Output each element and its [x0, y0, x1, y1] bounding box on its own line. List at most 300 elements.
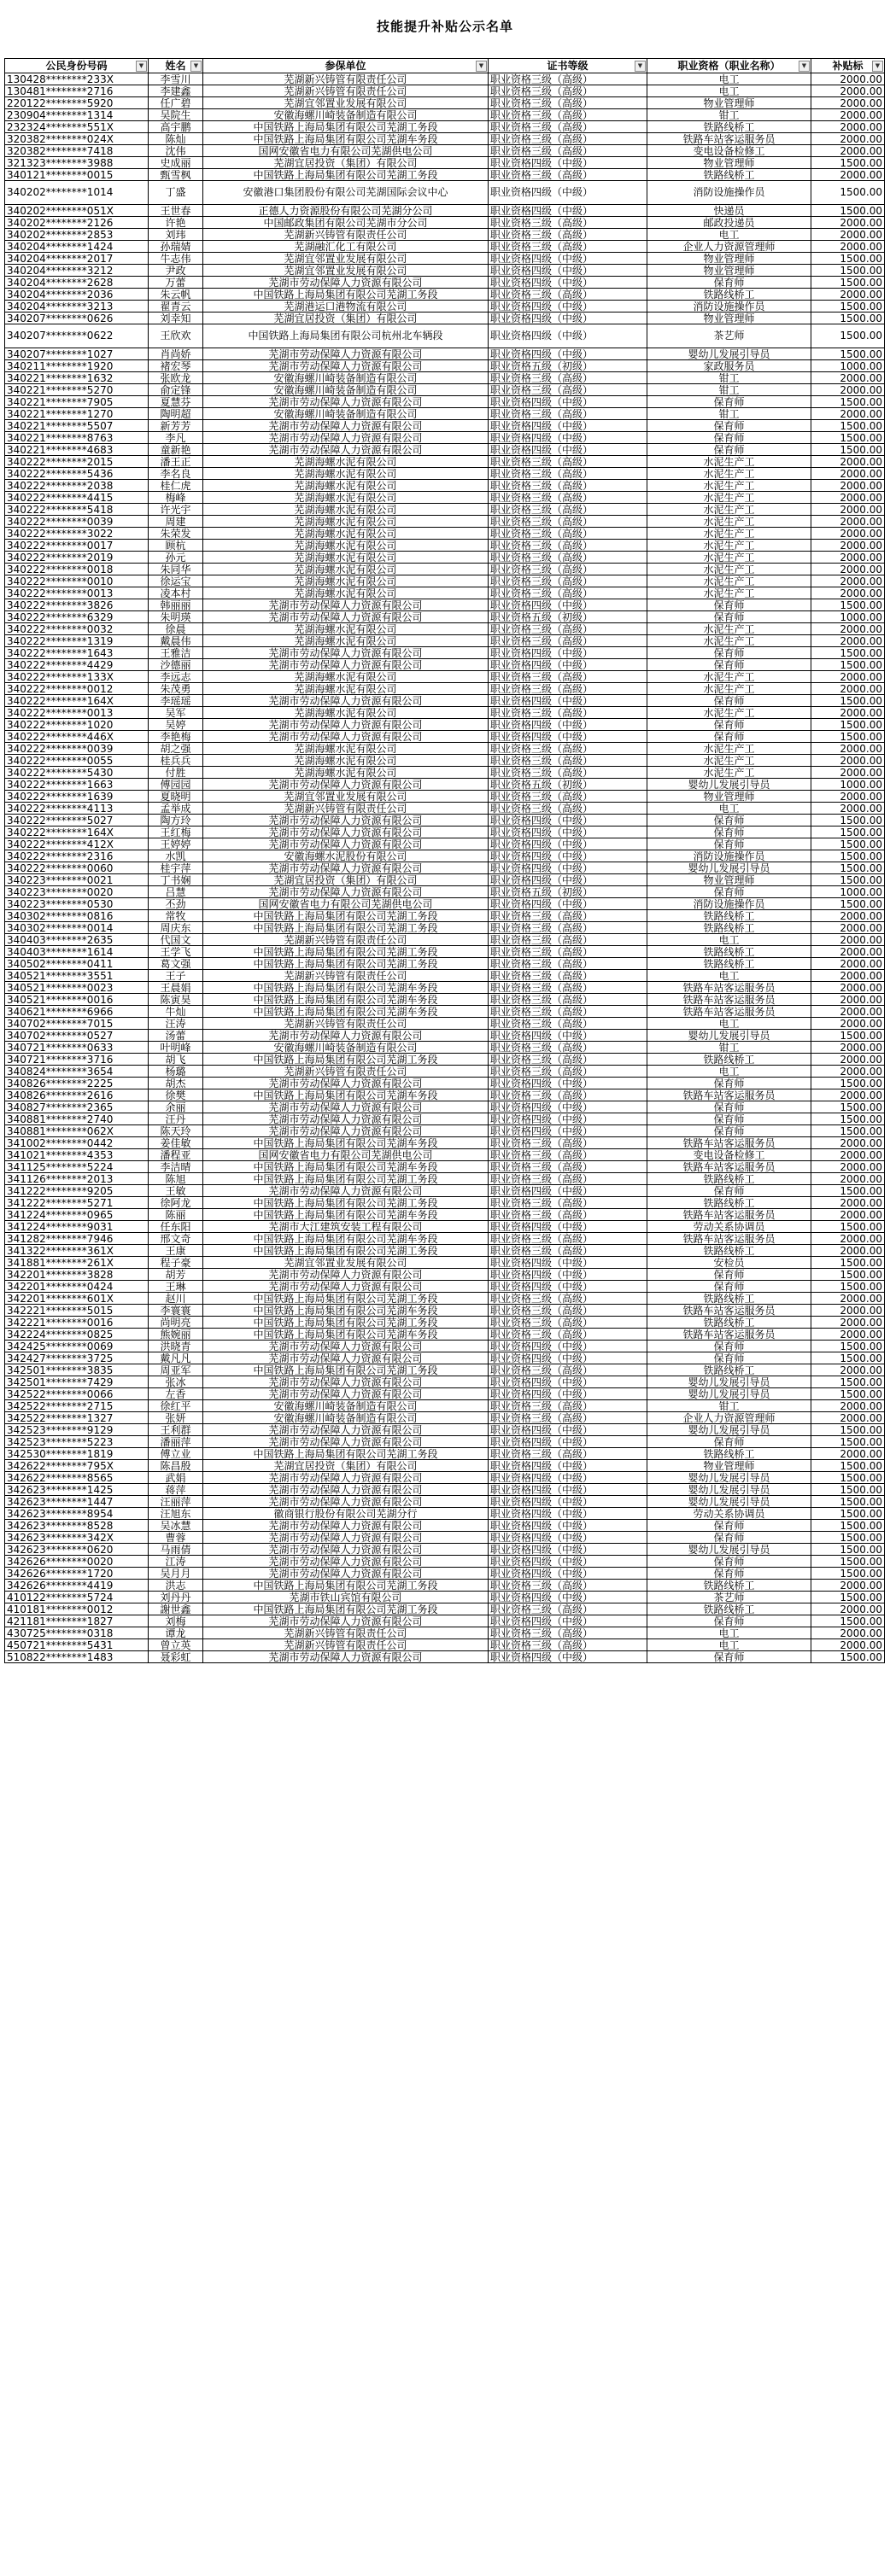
cell-subsidy: 1500.00: [811, 1520, 885, 1532]
cell-name: 陈旭: [149, 1173, 203, 1185]
table-row: [5, 1520, 885, 1532]
table-row: [5, 958, 885, 970]
cell-name: 戴凡凡: [149, 1352, 203, 1364]
table-row: [5, 1149, 885, 1161]
cell-employer: 芜湖市劳动保障人力资源有限公司: [203, 1568, 489, 1580]
table-row: [5, 1400, 885, 1412]
table-row: [5, 1281, 885, 1293]
cell-name: 尹政: [149, 265, 203, 277]
cell-cert-level: 职业资格三级（高级）: [489, 970, 647, 982]
cell-occupation: 保育师: [647, 815, 811, 827]
cell-id-number: 342623********1447: [5, 1496, 149, 1508]
table-row: [5, 540, 885, 552]
cell-subsidy: 2000.00: [811, 922, 885, 934]
cell-occupation: 保育师: [647, 659, 811, 671]
cell-subsidy: 1500.00: [811, 1592, 885, 1603]
cell-employer: 中国铁路上海局集团有限公司芜湖工务段: [203, 1173, 489, 1185]
cell-id-number: 340403********2635: [5, 934, 149, 946]
cell-employer: 芜湖海螺水泥有限公司: [203, 743, 489, 755]
cell-employer: 中国铁路上海局集团有限公司芜湖车务段: [203, 982, 489, 994]
cell-id-number: 340521********0016: [5, 994, 149, 1006]
table-row: [5, 1137, 885, 1149]
cell-id-number: 340621********6966: [5, 1006, 149, 1018]
cell-id-number: 232324********551X: [5, 121, 149, 133]
cell-name: 夏晓明: [149, 791, 203, 803]
table-row: [5, 480, 885, 492]
cell-name: 李凡: [149, 432, 203, 444]
cell-employer: 芜湖海螺水泥有限公司: [203, 623, 489, 635]
table-row: [5, 874, 885, 886]
cell-subsidy: 1500.00: [811, 874, 885, 886]
table-row: [5, 934, 885, 946]
table-row: [5, 253, 885, 265]
cell-occupation: 水泥生产工: [647, 504, 811, 516]
cell-subsidy: 2000.00: [811, 1364, 885, 1376]
cell-subsidy: 1500.00: [811, 731, 885, 743]
cell-employer: 徽商银行股份有限公司芜湖分行: [203, 1508, 489, 1520]
cell-id-number: 340202********051X: [5, 205, 149, 217]
cell-id-number: 342501********3835: [5, 1364, 149, 1376]
cell-employer: 芜湖海螺水泥有限公司: [203, 504, 489, 516]
cell-employer: 芜湖市劳动保障人力资源有限公司: [203, 862, 489, 874]
cell-name: 许艳: [149, 217, 203, 229]
cell-employer: 芜湖新兴铸管有限责任公司: [203, 1627, 489, 1639]
cell-id-number: 340403********1614: [5, 946, 149, 958]
cell-id-number: 340521********0023: [5, 982, 149, 994]
cell-cert-level: 职业资格四级（中级）: [489, 1508, 647, 1520]
cell-occupation: 保育师: [647, 599, 811, 611]
cell-occupation: 婴幼儿发展引导员: [647, 1472, 811, 1484]
cell-occupation: 保育师: [647, 1532, 811, 1544]
table-row: [5, 1484, 885, 1496]
cell-cert-level: 职业资格三级（高级）: [489, 575, 647, 587]
col-header-job[interactable]: 职业资格（职业名称） ▼: [647, 59, 811, 73]
cell-subsidy: 1000.00: [811, 360, 885, 372]
cell-cert-level: 职业资格四级（中级）: [489, 1257, 647, 1269]
table-row: [5, 97, 885, 109]
cell-cert-level: 职业资格四级（中级）: [489, 1424, 647, 1436]
cell-occupation: 消防设施操作员: [647, 898, 811, 910]
cell-id-number: 340222********0012: [5, 683, 149, 695]
cell-id-number: 340222********0060: [5, 862, 149, 874]
table-row: [5, 420, 885, 432]
cell-cert-level: 职业资格四级（中级）: [489, 1615, 647, 1627]
table-row: [5, 121, 885, 133]
cell-name: 陈丽: [149, 1209, 203, 1221]
cell-subsidy: 2000.00: [811, 1066, 885, 1078]
cell-subsidy: 2000.00: [811, 635, 885, 647]
table-row: [5, 731, 885, 743]
cell-occupation: 铁路车站客运服务员: [647, 1233, 811, 1245]
cell-cert-level: 职业资格四级（中级）: [489, 1532, 647, 1544]
cell-occupation: 婴幼儿发展引导员: [647, 1030, 811, 1042]
cell-name: 胡芳: [149, 1269, 203, 1281]
cell-employer: 芜湖市劳动保障人力资源有限公司: [203, 1269, 489, 1281]
cell-cert-level: 职业资格三级（高级）: [489, 408, 647, 420]
cell-subsidy: 2000.00: [811, 1412, 885, 1424]
cell-id-number: 340222********0039: [5, 743, 149, 755]
table-row: [5, 1341, 885, 1352]
col-header-cert[interactable]: 证书等级 ▼: [489, 59, 647, 73]
cell-subsidy: 2000.00: [811, 946, 885, 958]
cell-employer: 芜湖海螺水泥有限公司: [203, 552, 489, 564]
cell-cert-level: 职业资格三级（高级）: [489, 456, 647, 468]
cell-subsidy: 2000.00: [811, 1293, 885, 1305]
cell-subsidy: 1500.00: [811, 1556, 885, 1568]
cell-occupation: 铁路线桥工: [647, 1054, 811, 1066]
cell-employer: 芜湖市劳动保障人力资源有限公司: [203, 420, 489, 432]
filter-dropdown-icon[interactable]: ▼: [136, 61, 147, 72]
table-row: [5, 1054, 885, 1066]
col-header-unit[interactable]: 参保单位 ▼: [203, 59, 489, 73]
cell-cert-level: 职业资格三级（高级）: [489, 73, 647, 85]
cell-employer: 芜湖市劳动保障人力资源有限公司: [203, 599, 489, 611]
cell-id-number: 340826********2616: [5, 1089, 149, 1101]
cell-occupation: 保育师: [647, 1269, 811, 1281]
cell-cert-level: 职业资格四级（中级）: [489, 1281, 647, 1293]
cell-occupation: 电工: [647, 73, 811, 85]
cell-subsidy: 1500.00: [811, 301, 885, 313]
cell-employer: 芜湖海螺水泥有限公司: [203, 516, 489, 528]
table-row: [5, 1269, 885, 1281]
cell-subsidy: 1500.00: [811, 1436, 885, 1448]
cell-name: 万蕾: [149, 277, 203, 289]
table-row: [5, 468, 885, 480]
cell-subsidy: 1000.00: [811, 886, 885, 898]
cell-cert-level: 职业资格四级（中级）: [489, 1376, 647, 1388]
cell-occupation: 保育师: [647, 827, 811, 838]
table-row: [5, 1257, 885, 1269]
cell-employer: 中国铁路上海局集团有限公司芜湖工务段: [203, 1054, 489, 1066]
cell-name: 曾立英: [149, 1639, 203, 1651]
cell-occupation: 婴幼儿发展引导员: [647, 1376, 811, 1388]
cell-subsidy: 2000.00: [811, 671, 885, 683]
header-row: [5, 59, 885, 73]
cell-employer: 中国铁路上海局集团有限公司芜湖车务段: [203, 1006, 489, 1018]
cell-cert-level: 职业资格四级（中级）: [489, 1460, 647, 1472]
cell-occupation: 水泥生产工: [647, 671, 811, 683]
cell-employer: 中国铁路上海局集团有限公司芜湖工务段: [203, 1317, 489, 1329]
cell-subsidy: 2000.00: [811, 1054, 885, 1066]
cell-name: 吴军: [149, 707, 203, 719]
cell-subsidy: 1000.00: [811, 779, 885, 791]
cell-id-number: 340207********0622: [5, 324, 149, 348]
cell-cert-level: 职业资格四级（中级）: [489, 719, 647, 731]
cell-subsidy: 2000.00: [811, 587, 885, 599]
cell-occupation: 水泥生产工: [647, 767, 811, 779]
cell-cert-level: 职业资格四级（中级）: [489, 1496, 647, 1508]
cell-occupation: 铁路线桥工: [647, 1603, 811, 1615]
cell-name: 刘幸知: [149, 313, 203, 324]
cell-employer: 芜湖宜邻置业发展有限公司: [203, 791, 489, 803]
cell-cert-level: 职业资格三级（高级）: [489, 1400, 647, 1412]
cell-name: 夏慧芬: [149, 396, 203, 408]
cell-employer: 芜湖宜居投资（集团）有限公司: [203, 874, 489, 886]
cell-cert-level: 职业资格三级（高级）: [489, 1197, 647, 1209]
table-row: [5, 1424, 885, 1436]
cell-id-number: 342623********8954: [5, 1508, 149, 1520]
col-header-name[interactable]: 姓名 ▼: [149, 59, 203, 73]
cell-name: 李寰寰: [149, 1305, 203, 1317]
cell-subsidy: 1500.00: [811, 599, 885, 611]
cell-id-number: 340222********0013: [5, 707, 149, 719]
cell-name: 丁书娴: [149, 874, 203, 886]
cell-cert-level: 职业资格三级（高级）: [489, 1042, 647, 1054]
cell-employer: 芜湖新兴铸管有限责任公司: [203, 229, 489, 241]
table-row: [5, 611, 885, 623]
cell-occupation: 婴幼儿发展引导员: [647, 1388, 811, 1400]
cell-name: 李艳梅: [149, 731, 203, 743]
cell-cert-level: 职业资格三级（高级）: [489, 1006, 647, 1018]
filter-dropdown-icon[interactable]: ▼: [476, 61, 487, 72]
cell-employer: 中国铁路上海局集团有限公司芜湖车务段: [203, 1089, 489, 1101]
table-row: [5, 564, 885, 575]
cell-subsidy: 2000.00: [811, 1639, 885, 1651]
cell-occupation: 保育师: [647, 432, 811, 444]
cell-name: 朱茂勇: [149, 683, 203, 695]
filter-dropdown-icon[interactable]: ▼: [799, 61, 810, 72]
cell-employer: 安徽海螺水泥股份有限公司: [203, 850, 489, 862]
col-header-amount[interactable]: 补贴标 ▼: [811, 59, 885, 73]
cell-occupation: 变电设备检修工: [647, 1149, 811, 1161]
cell-occupation: 消防设施操作员: [647, 301, 811, 313]
cell-subsidy: 1500.00: [811, 324, 885, 348]
table-row: [5, 755, 885, 767]
cell-cert-level: 职业资格四级（中级）: [489, 1113, 647, 1125]
cell-subsidy: 2000.00: [811, 73, 885, 85]
cell-subsidy: 1500.00: [811, 1460, 885, 1472]
cell-employer: 芜湖海螺水泥有限公司: [203, 480, 489, 492]
cell-subsidy: 1500.00: [811, 1269, 885, 1281]
cell-cert-level: 职业资格三级（高级）: [489, 528, 647, 540]
cell-name: 沈伟: [149, 145, 203, 157]
table-row: [5, 647, 885, 659]
cell-cert-level: 职业资格三级（高级）: [489, 922, 647, 934]
cell-employer: 芜湖海螺水泥有限公司: [203, 635, 489, 647]
cell-subsidy: 2000.00: [811, 994, 885, 1006]
table-row: [5, 1101, 885, 1113]
cell-cert-level: 职业资格四级（中级）: [489, 827, 647, 838]
cell-occupation: 水泥生产工: [647, 575, 811, 587]
cell-occupation: 水泥生产工: [647, 540, 811, 552]
cell-employer: 芜湖市劳动保障人力资源有限公司: [203, 815, 489, 827]
cell-employer: 芜湖融汇化工有限公司: [203, 241, 489, 253]
cell-subsidy: 1500.00: [811, 647, 885, 659]
cell-employer: 芜湖海螺水泥有限公司: [203, 456, 489, 468]
table-row: [5, 683, 885, 695]
cell-cert-level: 职业资格三级（高级）: [489, 1089, 647, 1101]
cell-name: 汪丹: [149, 1113, 203, 1125]
cell-cert-level: 职业资格四级（中级）: [489, 1352, 647, 1364]
cell-cert-level: 职业资格三级（高级）: [489, 910, 647, 922]
filter-dropdown-icon[interactable]: ▼: [872, 61, 883, 72]
cell-subsidy: 2000.00: [811, 1137, 885, 1149]
cell-name: 桂宇萍: [149, 862, 203, 874]
filter-dropdown-icon[interactable]: ▼: [635, 61, 646, 72]
cell-id-number: 340222********2316: [5, 850, 149, 862]
cell-id-number: 340222********0055: [5, 755, 149, 767]
table-row: [5, 1532, 885, 1544]
cell-cert-level: 职业资格四级（中级）: [489, 599, 647, 611]
cell-id-number: 410181********0012: [5, 1603, 149, 1615]
cell-name: 童新艳: [149, 444, 203, 456]
table-row: [5, 444, 885, 456]
cell-occupation: 钳工: [647, 1400, 811, 1412]
cell-cert-level: 职业资格三级（高级）: [489, 1448, 647, 1460]
cell-occupation: 铁路线桥工: [647, 121, 811, 133]
table-row: [5, 1329, 885, 1341]
cell-employer: 中国铁路上海局集团有限公司芜湖车务段: [203, 994, 489, 1006]
cell-employer: 芜湖市劳动保障人力资源有限公司: [203, 277, 489, 289]
cell-name: 陈天玲: [149, 1125, 203, 1137]
cell-employer: 芜湖海螺水泥有限公司: [203, 671, 489, 683]
table-row: [5, 372, 885, 384]
table-row: [5, 623, 885, 635]
cell-subsidy: 2000.00: [811, 1006, 885, 1018]
cell-occupation: 电工: [647, 1018, 811, 1030]
cell-cert-level: 职业资格四级（中级）: [489, 838, 647, 850]
cell-employer: 中国铁路上海局集团有限公司芜湖车务段: [203, 1329, 489, 1341]
cell-subsidy: 1500.00: [811, 719, 885, 731]
table-row: [5, 133, 885, 145]
cell-occupation: 钳工: [647, 1042, 811, 1054]
cell-id-number: 340222********2038: [5, 480, 149, 492]
table-row: [5, 1066, 885, 1078]
table-row: [5, 552, 885, 564]
cell-subsidy: 2000.00: [811, 1400, 885, 1412]
cell-subsidy: 1500.00: [811, 815, 885, 827]
cell-occupation: 保育师: [647, 1556, 811, 1568]
cell-occupation: 保育师: [647, 1568, 811, 1580]
cell-name: 史成丽: [149, 157, 203, 169]
cell-id-number: 340222********1639: [5, 791, 149, 803]
filter-dropdown-icon[interactable]: ▼: [190, 61, 202, 72]
cell-name: 张冰: [149, 1376, 203, 1388]
cell-id-number: 342201********601X: [5, 1293, 149, 1305]
table-row: [5, 1460, 885, 1472]
cell-employer: 安徽海螺川崎装备制造有限公司: [203, 384, 489, 396]
cell-occupation: 铁路线桥工: [647, 910, 811, 922]
cell-name: 尚明亮: [149, 1317, 203, 1329]
cell-name: 江涛: [149, 1556, 203, 1568]
table-row: [5, 1568, 885, 1580]
cell-id-number: 340222********5418: [5, 504, 149, 516]
cell-id-number: 340881********062X: [5, 1125, 149, 1137]
cell-cert-level: 职业资格三级（高级）: [489, 1137, 647, 1149]
cell-occupation: 铁路线桥工: [647, 958, 811, 970]
cell-employer: 中国铁路上海局集团有限公司芜湖工务段: [203, 922, 489, 934]
cell-name: 翟青云: [149, 301, 203, 313]
cell-cert-level: 职业资格三级（高级）: [489, 1293, 647, 1305]
cell-id-number: 342623********0620: [5, 1544, 149, 1556]
cell-name: 孙瑞婧: [149, 241, 203, 253]
cell-name: 吴冰慧: [149, 1520, 203, 1532]
cell-id-number: 340223********0021: [5, 874, 149, 886]
cell-occupation: 水泥生产工: [647, 552, 811, 564]
cell-id-number: 342425********0069: [5, 1341, 149, 1352]
cell-name: 謝世鑫: [149, 1603, 203, 1615]
cell-occupation: 铁路车站客运服务员: [647, 1137, 811, 1149]
cell-employer: 中国铁路上海局集团有限公司芜湖工务段: [203, 1364, 489, 1376]
cell-subsidy: 2000.00: [811, 623, 885, 635]
cell-occupation: 快递员: [647, 205, 811, 217]
cell-id-number: 340702********7015: [5, 1018, 149, 1030]
cell-employer: 芜湖市劳动保障人力资源有限公司: [203, 1125, 489, 1137]
table-row: [5, 277, 885, 289]
cell-id-number: 340222********412X: [5, 838, 149, 850]
cell-id-number: 340221********5270: [5, 384, 149, 396]
cell-name: 谭龙: [149, 1627, 203, 1639]
cell-employer: 安徽港口集团股份有限公司芜湖国际会议中心: [203, 181, 489, 205]
cell-occupation: 水泥生产工: [647, 492, 811, 504]
cell-occupation: 保育师: [647, 396, 811, 408]
cell-subsidy: 2000.00: [811, 121, 885, 133]
cell-cert-level: 职业资格四级（中级）: [489, 1388, 647, 1400]
cell-cert-level: 职业资格三级（高级）: [489, 1233, 647, 1245]
cell-cert-level: 职业资格三级（高级）: [489, 1054, 647, 1066]
cell-employer: 芜湖市劳动保障人力资源有限公司: [203, 1484, 489, 1496]
table-row: [5, 1352, 885, 1364]
cell-employer: 芜湖市劳动保障人力资源有限公司: [203, 695, 489, 707]
cell-occupation: 电工: [647, 85, 811, 97]
cell-occupation: 水泥生产工: [647, 623, 811, 635]
cell-name: 沙德丽: [149, 659, 203, 671]
table-row: [5, 1592, 885, 1603]
table-row: [5, 1305, 885, 1317]
cell-occupation: 物业管理师: [647, 1460, 811, 1472]
cell-occupation: 铁路车站客运服务员: [647, 1329, 811, 1341]
cell-id-number: 510822********1483: [5, 1651, 149, 1663]
cell-employer: 中国铁路上海局集团有限公司芜湖车务段: [203, 1305, 489, 1317]
cell-name: 朱同华: [149, 564, 203, 575]
cell-cert-level: 职业资格三级（高级）: [489, 1639, 647, 1651]
cell-employer: 芜湖市劳动保障人力资源有限公司: [203, 1185, 489, 1197]
table-row: [5, 205, 885, 217]
table-row: [5, 719, 885, 731]
cell-cert-level: 职业资格三级（高级）: [489, 803, 647, 815]
cell-cert-level: 职业资格四级（中级）: [489, 301, 647, 313]
cell-employer: 芜湖港运口港物流有限公司: [203, 301, 489, 313]
cell-subsidy: 2000.00: [811, 1197, 885, 1209]
cell-cert-level: 职业资格五级（初级）: [489, 360, 647, 372]
cell-employer: 芜湖新兴铸管有限责任公司: [203, 803, 489, 815]
table-row: [5, 396, 885, 408]
table-row: [5, 635, 885, 647]
cell-occupation: 保育师: [647, 1341, 811, 1352]
cell-occupation: 保育师: [647, 1520, 811, 1532]
table-row: [5, 289, 885, 301]
table-row: [5, 1556, 885, 1568]
table-row: [5, 1125, 885, 1137]
cell-occupation: 铁路车站客运服务员: [647, 982, 811, 994]
cell-subsidy: 2000.00: [811, 1149, 885, 1161]
cell-name: 胡杰: [149, 1078, 203, 1089]
cell-id-number: 340502********0411: [5, 958, 149, 970]
cell-cert-level: 职业资格四级（中级）: [489, 1125, 647, 1137]
cell-employer: 芜湖市铁山宾馆有限公司: [203, 1592, 489, 1603]
cell-subsidy: 1500.00: [811, 1544, 885, 1556]
table-row: [5, 324, 885, 348]
cell-subsidy: 2000.00: [811, 575, 885, 587]
col-header-id[interactable]: 公民身份号码 ▼: [5, 59, 149, 73]
cell-occupation: 水泥生产工: [647, 587, 811, 599]
cell-occupation: 保育师: [647, 1101, 811, 1113]
cell-subsidy: 2000.00: [811, 217, 885, 229]
cell-employer: 芜湖海螺水泥有限公司: [203, 575, 489, 587]
cell-id-number: 340204********3212: [5, 265, 149, 277]
cell-cert-level: 职业资格三级（高级）: [489, 1329, 647, 1341]
cell-occupation: 保育师: [647, 1615, 811, 1627]
